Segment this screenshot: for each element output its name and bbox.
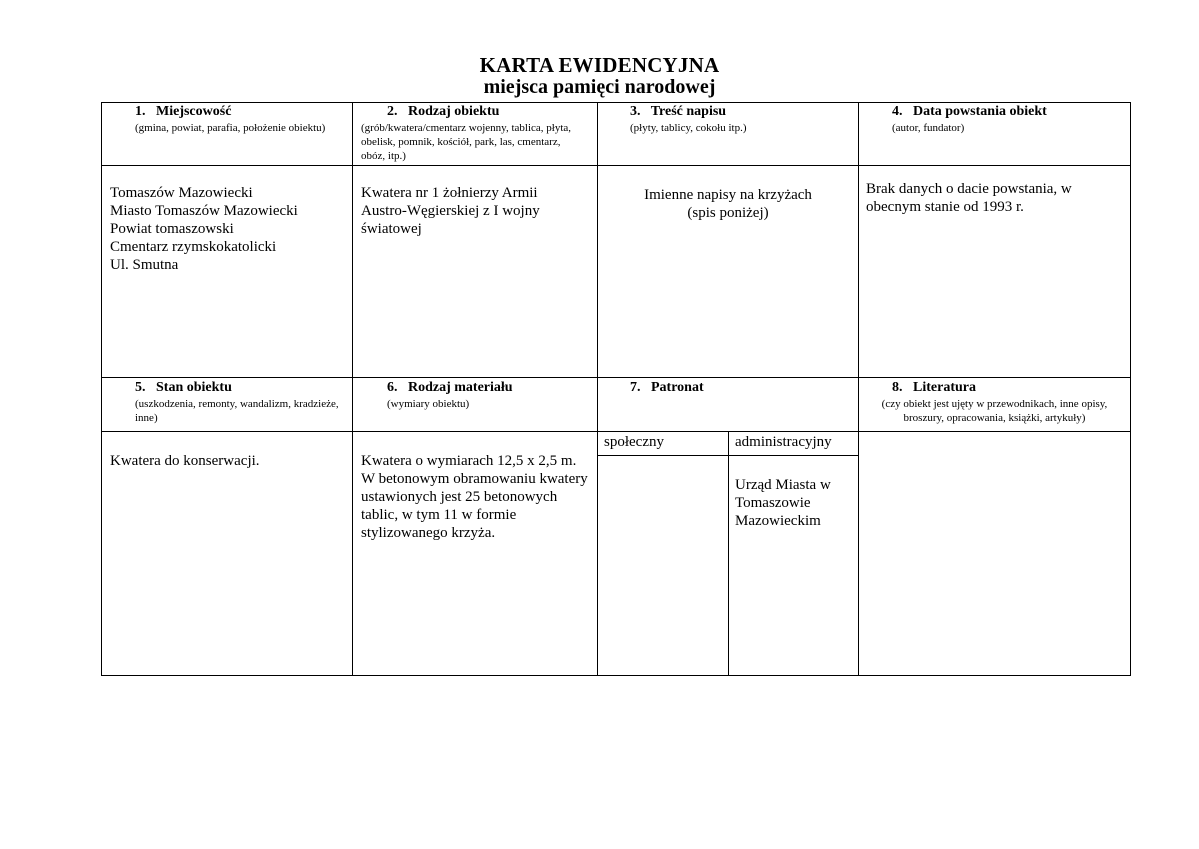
- document-subtitle: miejsca pamięci narodowej: [483, 76, 716, 98]
- header-literatura: 8. Literatura: [892, 380, 976, 395]
- header-stan-obiektu: 5. Stan obiektu: [135, 380, 232, 395]
- value-stan-obiektu: Kwatera do konserwacji.: [110, 453, 260, 469]
- header-miejscowosc: 1. Miejscowość: [135, 104, 232, 119]
- column-divider-1: [352, 102, 353, 676]
- value-data-powstania: Brak danych o dacie powstania, w obecnym stanie od 1993 r.: [866, 181, 1072, 215]
- header-rodzaj-materialu-sub: (wymiary obiektu): [387, 398, 470, 410]
- value-tresc-napisu: Imienne napisy na krzyżach (spis poniżej): [644, 187, 812, 221]
- table-border-left: [101, 102, 102, 676]
- row-divider: [101, 377, 1131, 378]
- value-patronat-administracyjny: Urząd Miasta w Tomaszowie Mazowieckim: [735, 477, 831, 529]
- document-title: KARTA EWIDENCYJNA: [479, 53, 720, 77]
- header-tresc-napisu-sub: (płyty, tablicy, cokołu itp.): [630, 122, 747, 134]
- table-border-bottom: [101, 675, 1131, 676]
- patronat-administracyjny-label: administracyjny: [735, 434, 832, 450]
- patronat-column-divider: [728, 431, 729, 676]
- header-literatura-sub: (czy obiekt jest ujęty w przewodnikach, inne opisy, broszury, opracowania, książki, artykuły): [881, 398, 1108, 424]
- header-patronat: 7. Patronat: [630, 380, 704, 395]
- header-miejscowosc-sub: (gmina, powiat, parafia, położenie obiektu): [135, 122, 326, 134]
- header-rodzaj-obiektu-sub: (grób/kwatera/cmentarz wojenny, tablica, płyta, obelisk, pomnik, kościół, park, las, cmentarz, obóz, itp.): [361, 122, 572, 162]
- patronat-spoleczny-label: społeczny: [604, 434, 664, 450]
- header-rodzaj-materialu: 6. Rodzaj materiału: [387, 380, 513, 395]
- row2-header-divider: [101, 431, 1131, 432]
- table-border-right: [1130, 102, 1131, 676]
- header-data-powstania: 4. Data powstania obiekt: [892, 104, 1047, 119]
- column-divider-3: [858, 102, 859, 676]
- header-tresc-napisu: 3. Treść napisu: [630, 104, 727, 119]
- value-rodzaj-obiektu: Kwatera nr 1 żołnierzy Armii Austro-Węgierskiej z I wojny światowej: [361, 185, 540, 237]
- value-miejscowosc: Tomaszów Mazowiecki Miasto Tomaszów Mazowiecki Powiat tomaszowski Cmentarz rzymskokatolicki Ul. Smutna: [110, 185, 298, 273]
- table-border-top: [101, 102, 1131, 103]
- value-rodzaj-materialu: Kwatera o wymiarach 12,5 x 2,5 m. W betonowym obramowaniu kwatery ustawionych jest 25 betonowych tablic, w tym 11 w formie stylizowanego krzyża.: [361, 453, 588, 541]
- header-rodzaj-obiektu: 2. Rodzaj obiektu: [387, 104, 500, 119]
- header-stan-obiektu-sub: (uszkodzenia, remonty, wandalizm, kradzieże, inne): [135, 398, 339, 424]
- header-data-powstania-sub: (autor, fundator): [892, 122, 965, 134]
- row1-header-divider: [101, 165, 1131, 166]
- column-divider-2: [597, 102, 598, 676]
